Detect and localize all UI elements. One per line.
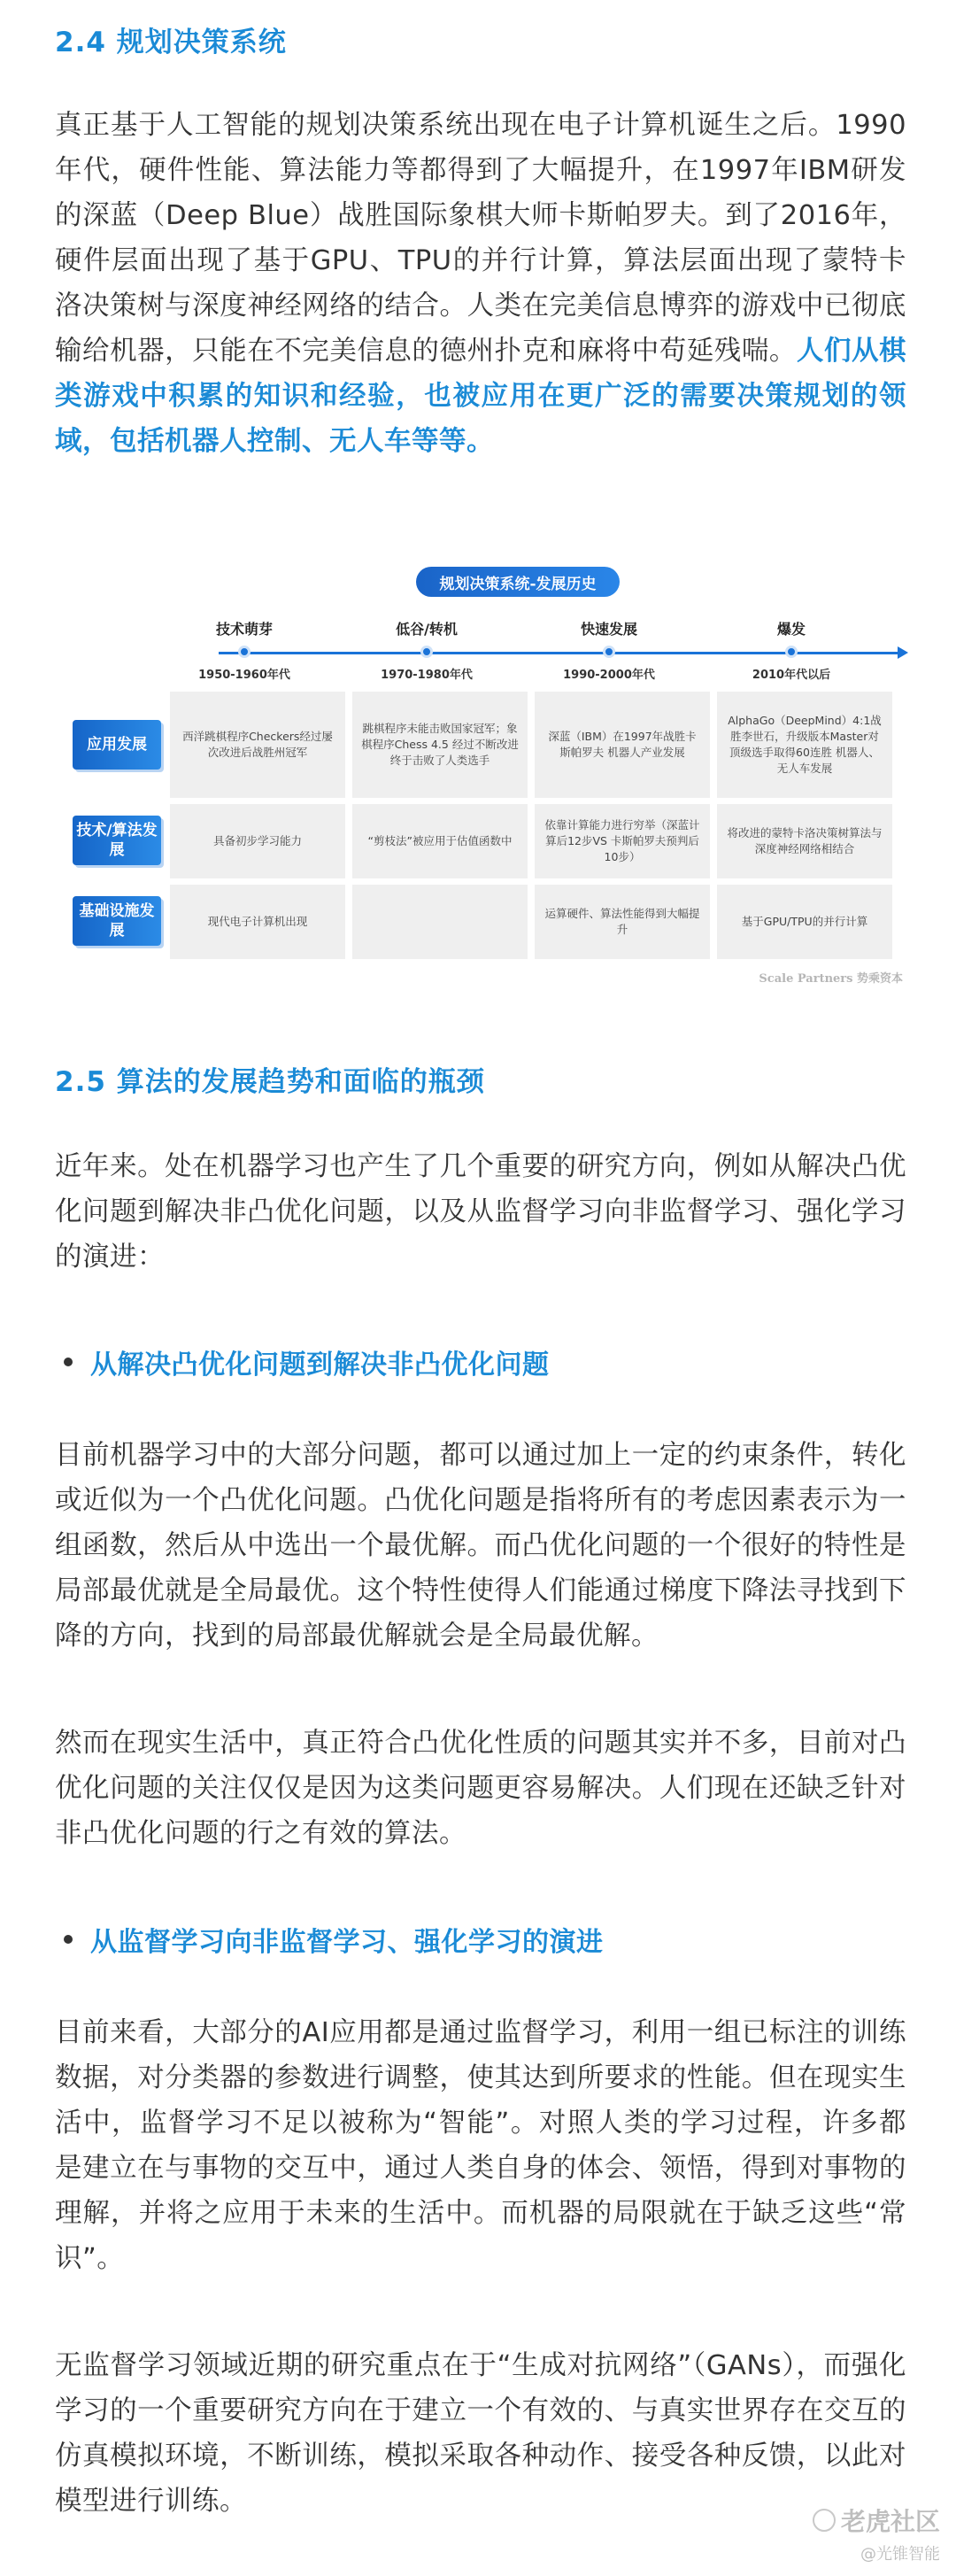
bullet-dot-icon — [64, 1935, 73, 1944]
stage-3 — [520, 618, 698, 682]
figure-watermark: Scale Partners 势乘资本 — [759, 972, 903, 986]
paragraph-convex-2: 然而在现实生活中，真正符合凸优化性质的问题其实并不多，目前对凸优化问题的关注仅仅是因为这类问题更容易解决。人们现在还缺乏针对非凸优化问题的行之有效的算法。 — [55, 1728, 906, 1849]
timeline-arrow-icon — [898, 646, 908, 659]
table-cell: 运算硬件、算法性能得到大幅提升 — [535, 885, 710, 959]
stage-2 — [338, 618, 515, 682]
row-label-infrastructure: 基础设施发展 — [73, 896, 161, 946]
bullet-text: 从解决凸优化问题到解决非凸优化问题 — [90, 1350, 550, 1381]
paragraph-convex-1: 目前机器学习中的大部分问题，都可以通过加上一定的约束条件，转化或近似为一个凸优化问题。凸优化问题是指将所有的考虑因素表示为一组函数，然后从中选出一个最优解。而凸优化问题的一个很好的特性是局部最优就是全局最优。这个特性使得人们能通过梯度下降法寻找到下降的方向，找到的局部最优解就会是全局最优解。 — [55, 1440, 906, 1652]
stage-period: 2010年代以后 — [752, 669, 831, 682]
corner-watermark — [813, 2503, 940, 2564]
paragraph-intro: 近年来。处在机器学习也产生了几个重要的研究方向，例如从解决凸优化问题到解决非凸优化问题，以及从监督学习向非监督学习、强化学习的演进： — [55, 1151, 906, 1273]
table-cell: 跳棋程序未能击败国家冠军；象棋程序Chess 4.5 经过不断改进终于击败了人类选手 — [352, 692, 528, 798]
stage-4 — [703, 618, 880, 682]
timeline-node-icon — [238, 646, 251, 658]
table-cell: AlphaGo（DeepMind）4:1战胜李世石，升级版本Master对顶级选手取得60连胜 机器人、无人车发展 — [717, 692, 892, 798]
bullet-heading-convex — [64, 1342, 550, 1381]
table-cell: 具备初步学习能力 — [170, 804, 345, 878]
paragraph-text: 真正基于人工智能的规划决策系统出现在电子计算机诞生之后。1990年代，硬件性能、算法能力等都得到了大幅提升，在1997年IBM研发的深蓝（Deep Blue）战胜国际象棋大师卡斯帕罗夫。到了2016年，硬件层面出现了基于GPU、TPU的并行计算，算法层面出现了蒙特卡洛决策树与深度神经网络的结合。人类在完美信息博弈的游戏中已彻底输给机器，只能在不完美信息的德州扑克和麻将中苟延残喘。 — [55, 110, 906, 367]
stage-name: 快速发展 — [580, 621, 637, 638]
table-cell: “剪枝法”被应用于估值函数中 — [352, 804, 528, 878]
timeline-node-icon — [603, 646, 615, 658]
source-name: @光锥智能 — [860, 2545, 940, 2564]
table-cell: 基于GPU/TPU的并行计算 — [717, 885, 892, 959]
history-figure — [55, 563, 906, 988]
timeline-node-icon — [420, 646, 433, 658]
paragraph-unsupervised-1: 目前来看，大部分的AI应用都是通过监督学习，利用一组已标注的训练数据，对分类器的参数进行调整，使其达到所要求的性能。但在现实生活中，监督学习不足以被称为“智能”。对照人类的学习过程，许多都是建立在与事物的交互中，通过人类自身的体会、领悟，得到对事物的理解，并将之应用于未来的生活中。而机器的局限就在于缺乏这些“常识”。 — [55, 2017, 906, 2274]
table-cell: 依靠计算能力进行穷举（深蓝计算后12步VS 卡斯帕罗夫预判后10步） — [535, 804, 710, 878]
section-heading-2-4: 2.4 规划决策系统 — [55, 27, 287, 58]
paragraph-unsupervised-2: 无监督学习领域近期的研究重点在于“生成对抗网络”（GANs），而强化学习的一个重要研究方向在于建立一个有效的、与真实世界存在交互的仿真模拟环境，不断训练，模拟采取各种动作、接受各种反馈，以此对模型进行训练。 — [55, 2350, 906, 2517]
table-cell: 将改进的蒙特卡洛决策树算法与深度神经网络相结合 — [717, 804, 892, 878]
row-label-technology: 技术/算法发展 — [73, 816, 161, 865]
stage-name: 爆发 — [776, 621, 806, 638]
stage-1 — [156, 618, 333, 682]
highlighted-text: 人们从棋类游戏中积累的知识和经验，也被应用在更广泛的需要决策规划的领域，包括机器人控制、无人车等等。 — [55, 336, 907, 457]
table-cell: 深蓝（IBM）在1997年战胜卡斯帕罗夫 机器人产业发展 — [535, 692, 710, 798]
table-cell — [352, 885, 528, 959]
bullet-heading-unsupervised — [64, 1920, 604, 1959]
paragraph-planning-history — [55, 103, 906, 464]
bullet-dot-icon — [64, 1358, 73, 1366]
bullet-text: 从监督学习向非监督学习、强化学习的演进 — [90, 1927, 604, 1958]
stage-name: 技术萌芽 — [215, 621, 273, 638]
figure-title: 规划决策系统-发展历史 — [416, 567, 620, 597]
community-logo-icon — [813, 2509, 836, 2532]
table-cell: 西洋跳棋程序Checkers经过屡次改进后战胜州冠军 — [170, 692, 345, 798]
stage-period: 1990-2000年代 — [563, 669, 655, 682]
stage-period: 1950-1960年代 — [198, 669, 290, 682]
timeline-node-icon — [785, 646, 798, 658]
stage-period: 1970-1980年代 — [381, 669, 473, 682]
section-heading-2-5: 2.5 算法的发展趋势和面临的瓶颈 — [55, 1066, 485, 1098]
table-cell: 现代电子计算机出现 — [170, 885, 345, 959]
community-name: 老虎社区 — [840, 2507, 940, 2536]
row-label-application: 应用发展 — [73, 720, 161, 770]
stage-name: 低谷/转机 — [396, 621, 458, 638]
